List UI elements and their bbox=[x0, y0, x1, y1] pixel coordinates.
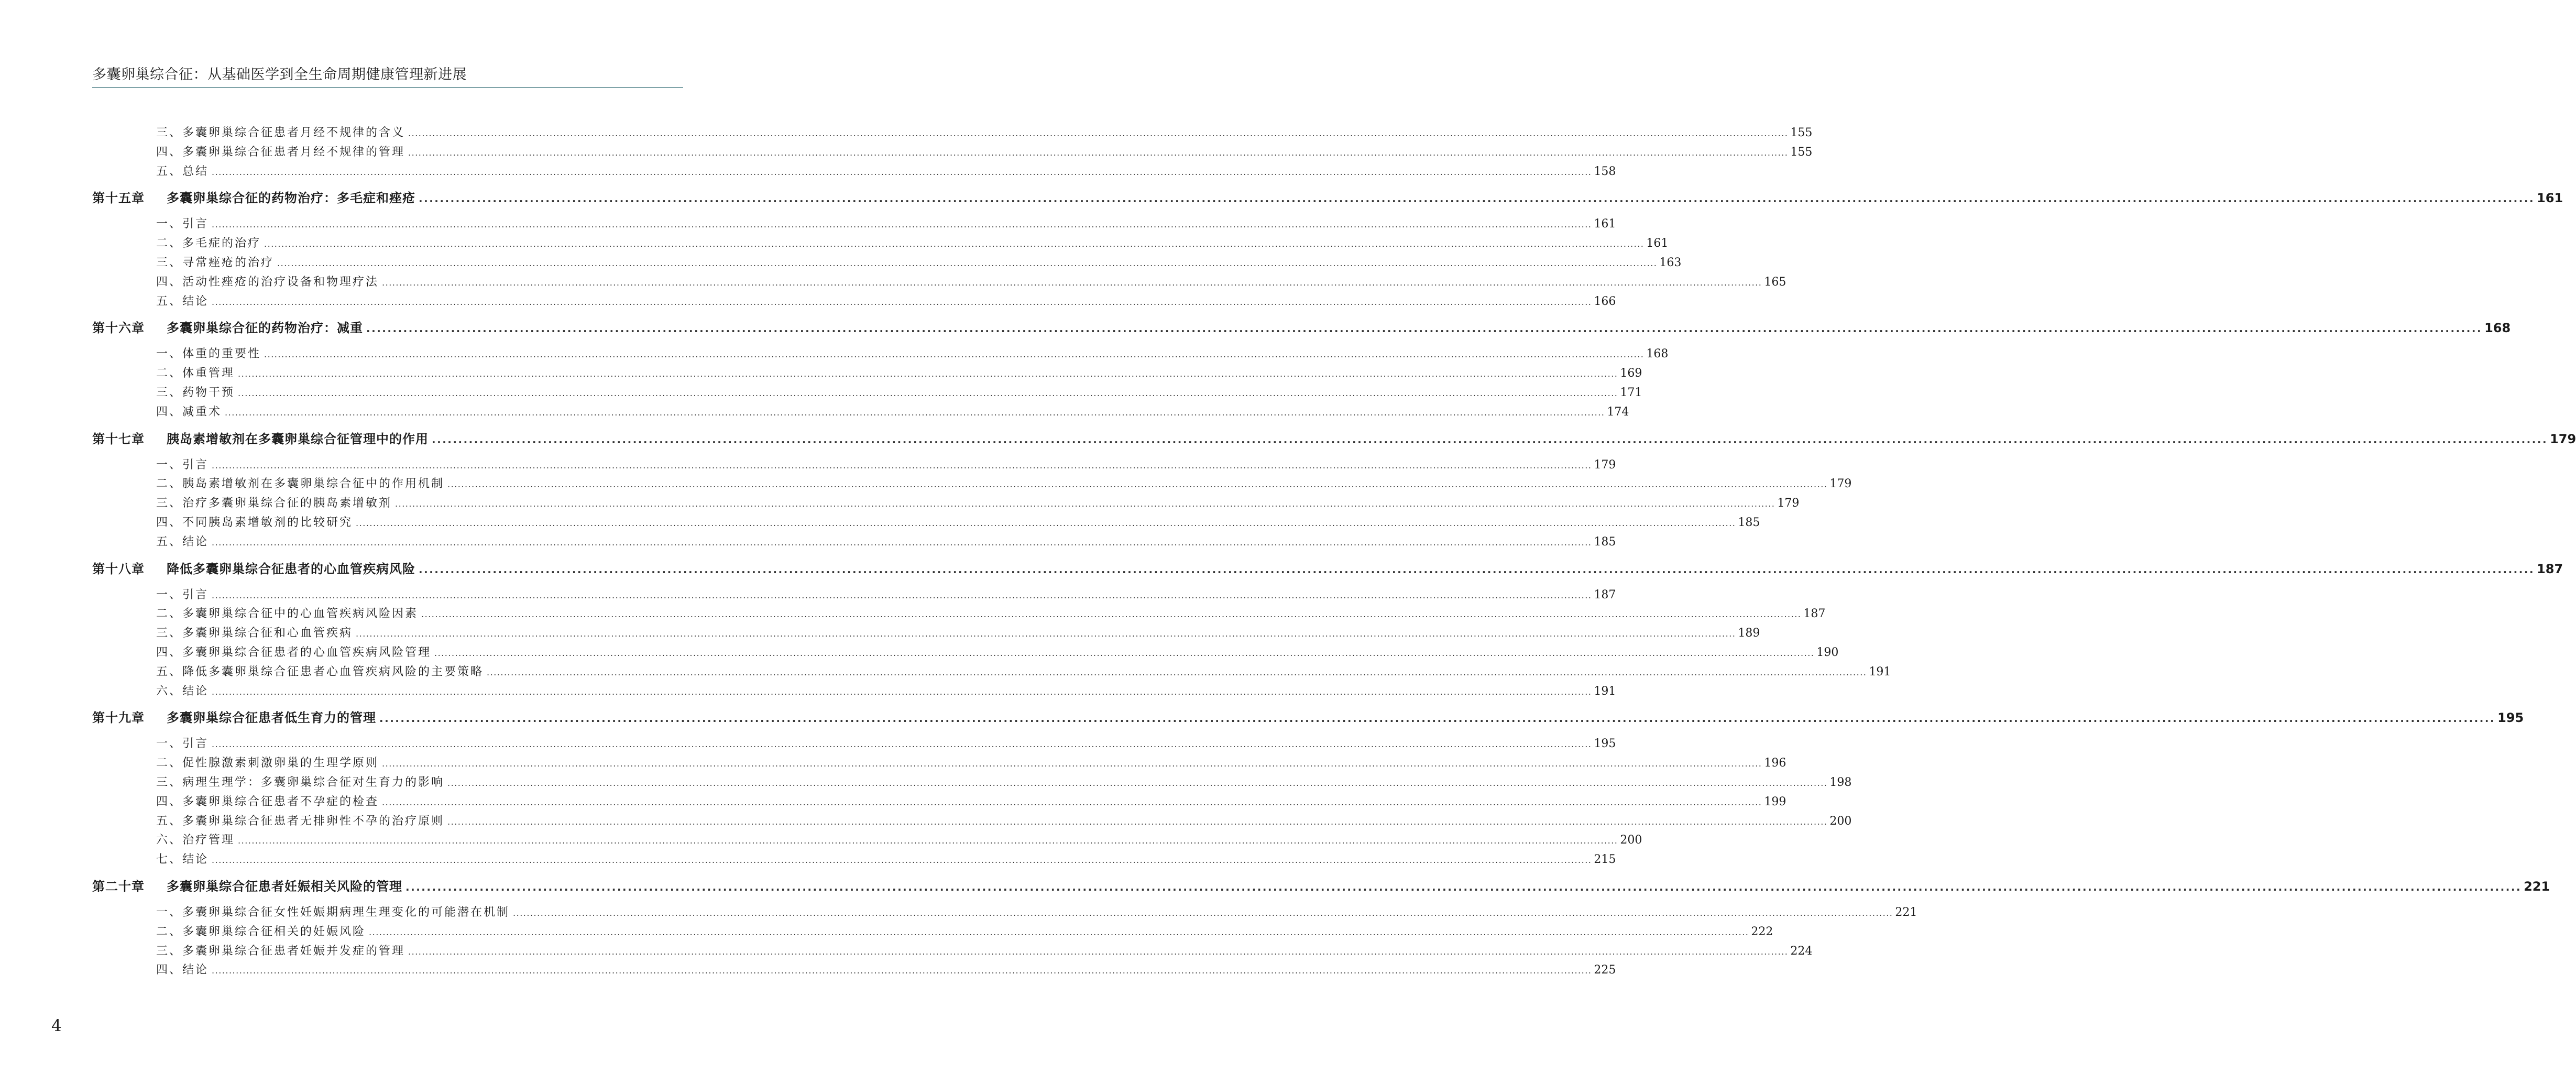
dot-leader: ................................................................................................................................................................................................................................................................................................................................................................................................................ bbox=[382, 797, 1762, 807]
toc-section-entry bbox=[92, 345, 1669, 364]
page-number: 4 bbox=[51, 1016, 62, 1035]
dot-leader: ................................................................................................................................................................................................................................................................................................................................................................................................................ bbox=[238, 369, 1618, 379]
section-title: 一、多囊卵巢综合征女性妊娠期病理生理变化的可能潜在机制 bbox=[156, 905, 510, 919]
section-title: 三、治疗多囊卵巢综合征的胰岛素增敏剂 bbox=[156, 497, 392, 510]
section-title: 三、病理生理学：多囊卵巢综合征对生育力的影响 bbox=[156, 775, 445, 789]
toc-section-entry bbox=[92, 292, 1616, 312]
toc-chapter-entry bbox=[92, 701, 2524, 735]
dot-leader: ................................................................................................................................................................................................................................................................................................................................................................................................................ bbox=[212, 537, 1592, 548]
toc-section-entry bbox=[92, 586, 1616, 605]
chapter-number: 第二十章 bbox=[92, 879, 145, 894]
page-ref: 187 bbox=[2537, 561, 2563, 576]
page-ref: 155 bbox=[1790, 145, 1813, 159]
chapter-number: 第十七章 bbox=[92, 431, 145, 446]
toc-section-entry bbox=[92, 605, 1826, 624]
dot-leader: ................................................................................................................................................................................................................................................................................................................................................................................................................ bbox=[356, 629, 1736, 639]
page-ref: 179 bbox=[2550, 431, 2576, 446]
page-ref: 179 bbox=[1594, 458, 1616, 472]
page-ref: 179 bbox=[1829, 477, 1852, 491]
dot-leader: ................................................................................................................................................................................................................................................................................................................................................................................................................ bbox=[264, 349, 1645, 360]
toc-section-entry bbox=[92, 663, 1891, 682]
toc-chapter-entry bbox=[92, 311, 2511, 345]
section-title: 四、活动性痤疮的治疗设备和物理疗法 bbox=[156, 275, 379, 289]
toc-section-entry bbox=[92, 234, 1669, 254]
section-title: 五、降低多囊卵巢综合征患者心血管疾病风险的主要策略 bbox=[156, 665, 484, 678]
page-ref: 161 bbox=[2537, 191, 2563, 206]
section-title: 一、引言 bbox=[156, 217, 209, 231]
dot-leader: ................................................................................................................................................................................................................................................................................................................................................................................................................ bbox=[238, 836, 1618, 846]
section-title: 一、引言 bbox=[156, 588, 209, 601]
section-title: 二、体重管理 bbox=[156, 367, 235, 380]
chapter-title: 胰岛素增敏剂在多囊卵巢综合征管理中的作用 bbox=[167, 431, 429, 446]
chapter-number: 第十八章 bbox=[92, 561, 145, 576]
section-title: 二、多毛症的治疗 bbox=[156, 237, 261, 250]
dot-leader: ................................................................................................................................................................................................................................................................................................................................................................................................................ bbox=[434, 648, 1815, 658]
toc-section-entry bbox=[92, 850, 1616, 870]
section-title: 二、多囊卵巢综合征中的心血管疾病风险因素 bbox=[156, 607, 419, 621]
dot-leader: ................................................................................................................................................................................................................................................................................................................................................................................................................ bbox=[212, 590, 1592, 600]
toc-section-entry bbox=[92, 254, 1682, 273]
toc-section-entry bbox=[92, 456, 1616, 475]
section-title: 一、体重的重要性 bbox=[156, 347, 261, 361]
dot-leader: ................................................................................................................................................................................................................................................................................................................................................................................................................ bbox=[212, 966, 1592, 976]
toc-chapter-entry bbox=[92, 422, 2576, 456]
toc-section-entry bbox=[92, 162, 1616, 182]
toc-section-entry bbox=[92, 773, 1852, 793]
dot-leader: ................................................................................................................................................................................................................................................................................................................................................................................................................ bbox=[419, 192, 2535, 205]
page-ref: 191 bbox=[1594, 684, 1616, 698]
page-ref: 221 bbox=[2524, 879, 2550, 894]
dot-leader: ................................................................................................................................................................................................................................................................................................................................................................................................................ bbox=[408, 147, 1789, 158]
page-ref: 185 bbox=[1738, 516, 1760, 529]
toc-section-entry bbox=[92, 812, 1852, 831]
page-ref: 200 bbox=[1829, 814, 1852, 828]
chapter-title: 多囊卵巢综合征的药物治疗：多毛症和痤疮 bbox=[167, 191, 415, 206]
dot-leader: ................................................................................................................................................................................................................................................................................................................................................................................................................ bbox=[264, 239, 1645, 249]
toc-section-entry bbox=[92, 475, 1852, 494]
table-of-contents bbox=[92, 124, 2576, 980]
page-ref: 158 bbox=[1594, 165, 1616, 178]
chapter-number: 第十九章 bbox=[92, 710, 145, 726]
page-ref: 169 bbox=[1620, 367, 1642, 380]
page-ref: 222 bbox=[1751, 925, 1773, 938]
dot-leader: ................................................................................................................................................................................................................................................................................................................................................................................................................ bbox=[238, 388, 1618, 398]
page-ref: 225 bbox=[1594, 963, 1616, 977]
section-title: 三、多囊卵巢综合征患者妊娠并发症的管理 bbox=[156, 944, 405, 958]
toc-chapter-entry bbox=[92, 552, 2563, 586]
running-head-title: 多囊卵巢综合征：从基础医学到全生命周期健康管理新进展 bbox=[92, 67, 467, 83]
toc-section-entry bbox=[92, 735, 1616, 754]
dot-leader: ................................................................................................................................................................................................................................................................................................................................................................................................................ bbox=[419, 563, 2535, 576]
section-title: 二、多囊卵巢综合征相关的妊娠风险 bbox=[156, 925, 366, 938]
dot-leader: ................................................................................................................................................................................................................................................................................................................................................................................................................ bbox=[212, 220, 1592, 230]
toc-section-entry bbox=[92, 961, 1616, 980]
dot-leader: ................................................................................................................................................................................................................................................................................................................................................................................................................ bbox=[225, 407, 1605, 418]
page-ref: 199 bbox=[1764, 795, 1786, 808]
dot-leader: ................................................................................................................................................................................................................................................................................................................................................................................................................ bbox=[212, 686, 1592, 697]
toc-section-entry bbox=[92, 754, 1786, 773]
page-ref: 179 bbox=[1777, 497, 1800, 510]
section-title: 五、结论 bbox=[156, 294, 209, 308]
toc-section-entry bbox=[92, 793, 1786, 812]
dot-leader: ................................................................................................................................................................................................................................................................................................................................................................................................................ bbox=[212, 855, 1592, 866]
toc-chapter-entry bbox=[92, 181, 2563, 215]
toc-chapter-entry bbox=[92, 870, 2550, 903]
dot-leader: ................................................................................................................................................................................................................................................................................................................................................................................................................ bbox=[212, 739, 1592, 750]
section-title: 二、胰岛素增敏剂在多囊卵巢综合征中的作用机制 bbox=[156, 477, 445, 491]
section-title: 三、多囊卵巢综合征患者月经不规律的含义 bbox=[156, 126, 405, 139]
chapter-title: 降低多囊卵巢综合征患者的心血管疾病风险 bbox=[167, 561, 415, 576]
dot-leader: ................................................................................................................................................................................................................................................................................................................................................................................................................ bbox=[277, 258, 1658, 268]
page-ref: 200 bbox=[1620, 834, 1642, 847]
page-ref: 161 bbox=[1594, 217, 1616, 231]
dot-leader: ................................................................................................................................................................................................................................................................................................................................................................................................................ bbox=[432, 433, 2548, 446]
chapter-number: 第十六章 bbox=[92, 321, 145, 336]
toc-section-entry bbox=[92, 384, 1642, 403]
dot-leader: ................................................................................................................................................................................................................................................................................................................................................................................................................ bbox=[513, 907, 1893, 918]
toc-section-entry bbox=[92, 831, 1642, 850]
toc-section-entry bbox=[92, 624, 1760, 643]
dot-leader: ................................................................................................................................................................................................................................................................................................................................................................................................................ bbox=[408, 128, 1789, 138]
page-ref: 221 bbox=[1895, 905, 1917, 919]
page-ref: 191 bbox=[1869, 665, 1891, 678]
section-title: 六、治疗管理 bbox=[156, 834, 235, 847]
page-ref: 195 bbox=[1594, 737, 1616, 751]
page-ref: 168 bbox=[1646, 347, 1669, 361]
section-title: 四、减重术 bbox=[156, 405, 222, 419]
page-ref: 189 bbox=[1738, 627, 1760, 640]
dot-leader: ................................................................................................................................................................................................................................................................................................................................................................................................................ bbox=[382, 759, 1762, 769]
page-ref: 215 bbox=[1594, 853, 1616, 867]
dot-leader: ................................................................................................................................................................................................................................................................................................................................................................................................................ bbox=[421, 609, 1802, 620]
section-title: 四、多囊卵巢综合征患者的心血管疾病风险管理 bbox=[156, 645, 432, 659]
chapter-title: 多囊卵巢综合征的药物治疗：减重 bbox=[167, 321, 363, 336]
section-title: 五、结论 bbox=[156, 535, 209, 549]
page-ref: 198 bbox=[1829, 775, 1852, 789]
section-title: 四、不同胰岛素增敏剂的比较研究 bbox=[156, 516, 353, 529]
section-title: 二、促性腺激素刺激卵巢的生理学原则 bbox=[156, 757, 379, 770]
toc-section-entry bbox=[92, 682, 1616, 702]
dot-leader: ................................................................................................................................................................................................................................................................................................................................................................................................................ bbox=[212, 167, 1592, 177]
section-title: 六、结论 bbox=[156, 684, 209, 698]
page-ref: 196 bbox=[1764, 757, 1786, 770]
section-title: 三、药物干预 bbox=[156, 386, 235, 399]
chapter-title: 多囊卵巢综合征患者低生育力的管理 bbox=[167, 710, 376, 726]
dot-leader: ................................................................................................................................................................................................................................................................................................................................................................................................................ bbox=[212, 297, 1592, 307]
dot-leader: ................................................................................................................................................................................................................................................................................................................................................................................................................ bbox=[369, 927, 1749, 937]
dot-leader: ................................................................................................................................................................................................................................................................................................................................................................................................................ bbox=[447, 778, 1828, 788]
section-title: 四、多囊卵巢综合征患者月经不规律的管理 bbox=[156, 145, 405, 159]
section-title: 三、寻常痤疮的治疗 bbox=[156, 256, 275, 269]
toc-section-entry bbox=[92, 923, 1773, 942]
page-ref: 171 bbox=[1620, 386, 1642, 399]
page-ref: 185 bbox=[1594, 535, 1616, 549]
dot-leader: ................................................................................................................................................................................................................................................................................................................................................................................................................ bbox=[366, 322, 2483, 335]
chapter-number: 第十五章 bbox=[92, 191, 145, 206]
dot-leader: ................................................................................................................................................................................................................................................................................................................................................................................................................ bbox=[395, 499, 1775, 509]
section-title: 一、引言 bbox=[156, 737, 209, 751]
section-title: 五、总结 bbox=[156, 165, 209, 178]
page-ref: 166 bbox=[1594, 294, 1616, 308]
toc-section-entry bbox=[92, 403, 1629, 422]
toc-section-entry bbox=[92, 143, 1813, 162]
section-title: 四、结论 bbox=[156, 963, 209, 977]
dot-leader: ................................................................................................................................................................................................................................................................................................................................................................................................................ bbox=[447, 479, 1828, 490]
page-ref: 174 bbox=[1607, 405, 1629, 419]
page-ref: 195 bbox=[2497, 710, 2524, 726]
section-title: 一、引言 bbox=[156, 458, 209, 472]
dot-leader: ................................................................................................................................................................................................................................................................................................................................................................................................................ bbox=[379, 712, 2496, 725]
toc-section-entry bbox=[92, 643, 1839, 663]
toc-section-entry bbox=[92, 942, 1813, 961]
section-title: 四、多囊卵巢综合征患者不孕症的检查 bbox=[156, 795, 379, 808]
dot-leader: ................................................................................................................................................................................................................................................................................................................................................................................................................ bbox=[447, 816, 1828, 827]
page-ref: 161 bbox=[1646, 237, 1669, 250]
toc-section-entry bbox=[92, 513, 1760, 533]
page-ref: 155 bbox=[1790, 126, 1813, 139]
dot-leader: ................................................................................................................................................................................................................................................................................................................................................................................................................ bbox=[212, 460, 1592, 470]
dot-leader: ................................................................................................................................................................................................................................................................................................................................................................................................................ bbox=[382, 277, 1762, 288]
page-ref: 168 bbox=[2484, 321, 2511, 336]
dot-leader: ................................................................................................................................................................................................................................................................................................................................................................................................................ bbox=[408, 946, 1789, 957]
dot-leader: ................................................................................................................................................................................................................................................................................................................................................................................................................ bbox=[356, 518, 1736, 528]
page-ref: 163 bbox=[1659, 256, 1682, 269]
section-title: 五、多囊卵巢综合征患者无排卵性不孕的治疗原则 bbox=[156, 814, 445, 828]
dot-leader: ................................................................................................................................................................................................................................................................................................................................................................................................................ bbox=[405, 880, 2522, 893]
dot-leader: ................................................................................................................................................................................................................................................................................................................................................................................................................ bbox=[487, 667, 1867, 677]
toc-section-entry bbox=[92, 364, 1642, 384]
page-ref: 224 bbox=[1790, 944, 1813, 958]
toc-section-entry bbox=[92, 903, 1917, 923]
toc-section-entry bbox=[92, 124, 1813, 143]
page-ref: 187 bbox=[1803, 607, 1826, 621]
toc-section-entry bbox=[92, 494, 1800, 513]
page-ref: 165 bbox=[1764, 275, 1786, 289]
toc-section-entry bbox=[92, 273, 1786, 292]
toc-section-entry bbox=[92, 533, 1616, 552]
page-ref: 190 bbox=[1816, 645, 1839, 659]
header-rule bbox=[92, 87, 683, 88]
section-title: 七、结论 bbox=[156, 853, 209, 867]
toc-section-entry bbox=[92, 215, 1616, 234]
page-ref: 187 bbox=[1594, 588, 1616, 601]
chapter-title: 多囊卵巢综合征患者妊娠相关风险的管理 bbox=[167, 879, 402, 894]
section-title: 三、多囊卵巢综合征和心血管疾病 bbox=[156, 627, 353, 640]
